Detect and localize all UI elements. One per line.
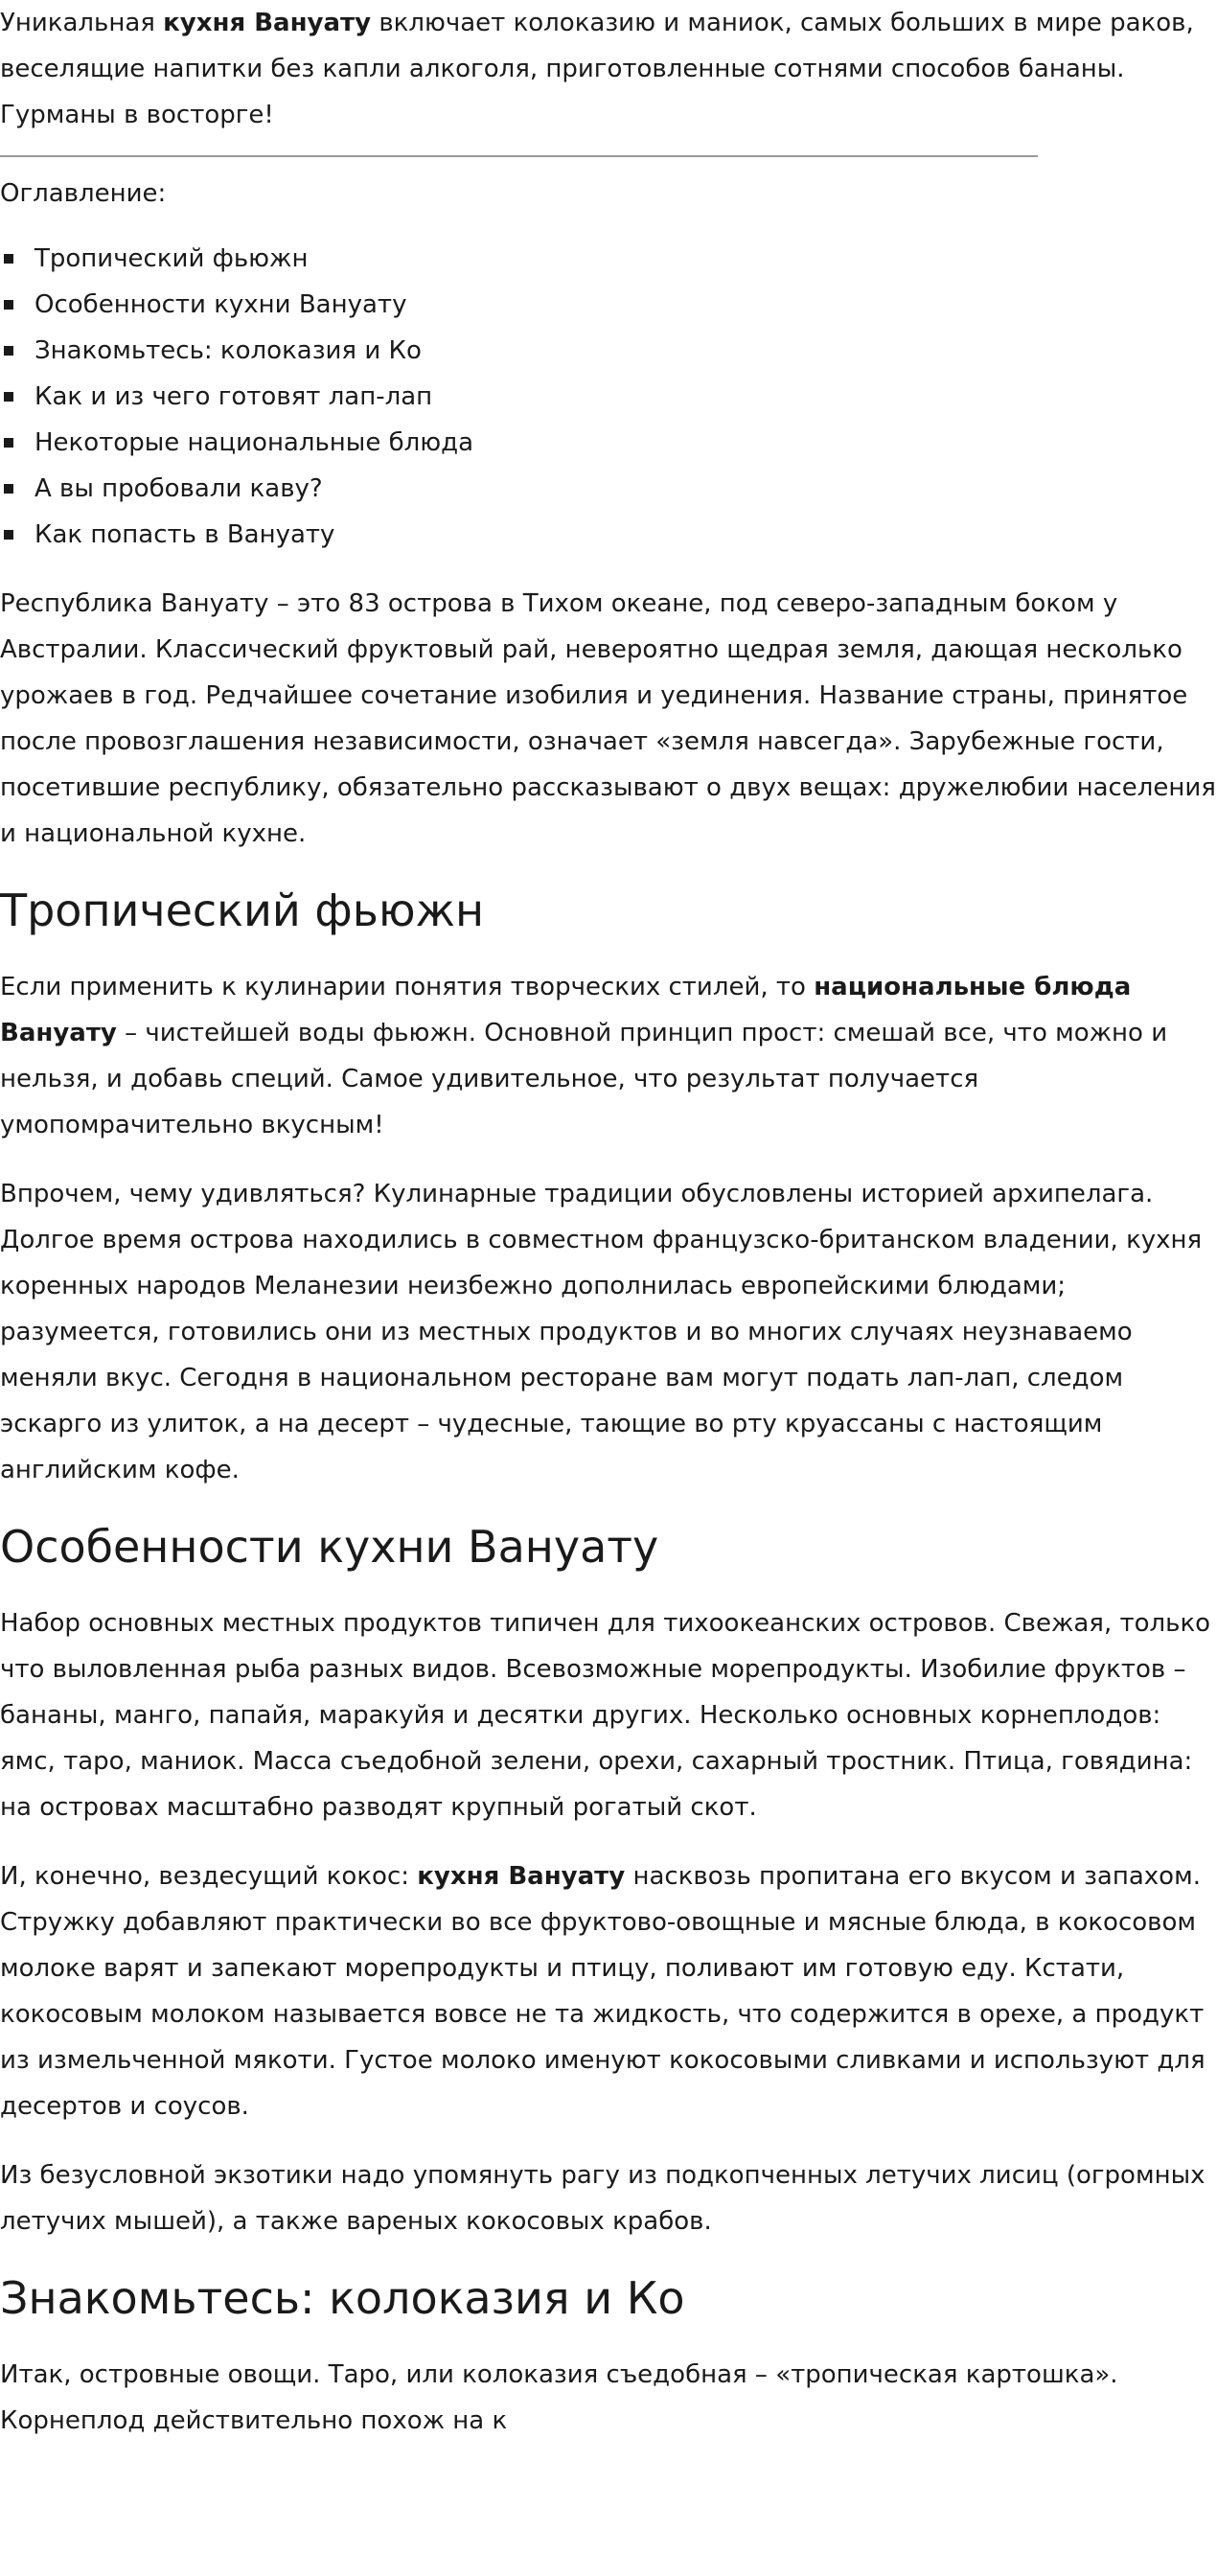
toc-item-label[interactable]: Некоторые национальные блюда: [34, 428, 474, 457]
toc-item-label[interactable]: Тропический фьюжн: [34, 244, 309, 273]
intro-bold-term: кухня Вануату: [163, 9, 372, 37]
table-of-contents: [0, 236, 1217, 558]
paragraph-text: – чистейшей воды фьюжн. Основной принцип прост: смешай все, что можно и нельзя, и добавь специй. Самое удивительное, что результат получается умопомрачительно вкусным!: [0, 1019, 1168, 1139]
square-bullet-icon: [4, 530, 13, 540]
bold-term: национальные блюда Вануату: [0, 973, 1132, 1047]
toc-item[interactable]: [0, 236, 1217, 282]
toc-item[interactable]: [0, 374, 1217, 420]
intro-paragraph: [0, 0, 1217, 138]
features-paragraph-2: [0, 1853, 1217, 2129]
fusion-paragraph-1: [0, 964, 1217, 1148]
toc-item[interactable]: [0, 420, 1217, 466]
toc-item-label[interactable]: Как и из чего готовят лап-лап: [34, 382, 433, 411]
intro-text-start: Уникальная: [0, 9, 164, 37]
features-paragraph-1: Набор основных местных продуктов типичен для тихоокеанских островов. Свежая, только что выловленная рыба разных видов. Всевозможные морепродукты. Изобилие фруктов – бананы, манго, папайя, маракуйя и десятки других. Несколько основных корнеплодов: ямс, таро, маниок. Масса съедобной зелени, орехи, сахарный тростник. Птица, говядина: на островах масштабно разводят крупный рогатый скот.: [0, 1609, 1211, 1822]
lead-paragraph: Республика Вануату – это 83 острова в Тихом океане, под северо-западным боком у Австралии. Классический фруктовый рай, невероятно щедрая земля, дающая несколько урожаев в год. Редчайшее сочетание изобилия и уединения. Название страны, принятое после провозглашения независимости, означает «земля навсегда». Зарубежные гости, посетившие республику, обязательно рассказывают о двух вещах: дружелюбии населения и национальной кухне.: [0, 589, 1216, 848]
section-heading-fusion: Тропический фьюжн: [0, 885, 485, 936]
square-bullet-icon: [4, 392, 13, 402]
toc-item[interactable]: [0, 466, 1217, 512]
bold-term: кухня Вануату: [417, 1862, 626, 1891]
section-heading-colocasia: Знакомьтесь: колоказия и Ко: [0, 2272, 685, 2324]
intro-text-end: включает колоказию и маниок, самых больших в мире раков, веселящие напитки без капли алкоголя, приготовленные сотнями способов бананы. Гурманы в восторге!: [0, 9, 1194, 129]
square-bullet-icon: [4, 484, 13, 494]
paragraph-text: насквозь пропитана его вкусом и запахом. Стружку добавляют практически во все фруктово-овощные и мясные блюда, в кокосовом молоке варят и запекают морепродукты и птицу, поливают им готовую еду. Кстати, кокосовым молоком называется вовсе не та жидкость, что содержится в орехе, а продукт из измельченной мякоти. Густое молоко именуют кокосовыми сливками и используют для десертов и соусов.: [0, 1862, 1206, 2121]
square-bullet-icon: [4, 254, 13, 264]
toc-item[interactable]: [0, 328, 1217, 374]
section-heading-features: Особенности кухни Вануату: [0, 1521, 659, 1573]
square-bullet-icon: [4, 438, 13, 448]
toc-item-label[interactable]: Особенности кухни Вануату: [34, 290, 407, 319]
square-bullet-icon: [4, 300, 13, 310]
features-paragraph-3: Из безусловной экзотики надо упомянуть рагу из подкопченных летучих лисиц (огромных летучих мышей), а также вареных кокосовых крабов.: [0, 2161, 1206, 2236]
divider: [0, 155, 1038, 157]
toc-item-label[interactable]: А вы пробовали каву?: [34, 474, 323, 503]
fusion-paragraph-2: Впрочем, чему удивляться? Кулинарные традиции обусловлены историей архипелага. Долгое время острова находились в совместном французско-британском владении, кухня коренных народов Меланезии неизбежно дополнилась европейскими блюдами; разумеется, готовились они из местных продуктов и во многих случаях неузнаваемо меняли вкус. Сегодня в национальном ресторане вам могут подать лап-лап, следом эскарго из улиток, а на десерт – чудесные, тающие во рту круассаны с настоящим английским кофе.: [0, 1180, 1203, 1484]
toc-item[interactable]: [0, 282, 1217, 328]
paragraph-text: И, конечно, вездесущий кокос:: [0, 1862, 418, 1891]
paragraph-text: Если применить к кулинарии понятия творческих стилей, то: [0, 973, 815, 1001]
toc-item-label[interactable]: Как попасть в Вануату: [34, 520, 335, 549]
toc-item-label[interactable]: Знакомьтесь: колоказия и Ко: [34, 336, 422, 365]
toc-item[interactable]: [0, 512, 1217, 558]
toc-title: Оглавление:: [0, 179, 167, 208]
colocasia-paragraph-1: Итак, островные овощи. Таро, или колоказия съедобная – «тропическая картошка». Корнеплод действительно похож на к: [0, 2360, 1118, 2435]
square-bullet-icon: [4, 346, 13, 356]
